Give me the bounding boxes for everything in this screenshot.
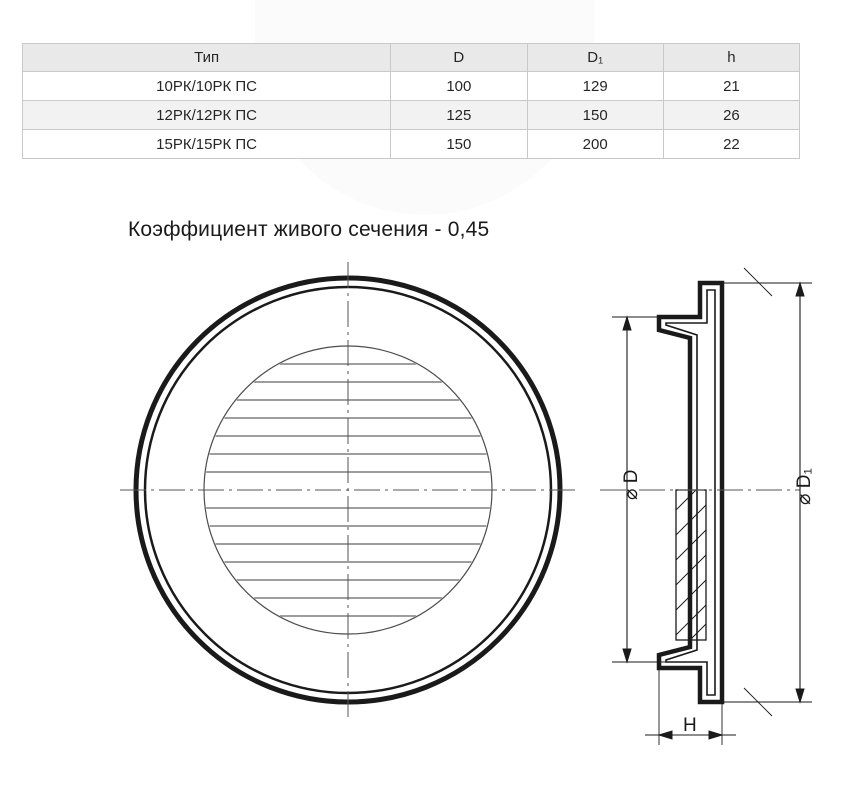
column-header-d1: D₁ (527, 44, 663, 72)
table-row (23, 101, 800, 130)
specification-table (22, 43, 800, 159)
front-view-group (120, 262, 576, 718)
arrow-d1-bottom (796, 689, 804, 702)
table-header (23, 44, 800, 72)
cell-h: 26 (663, 101, 799, 130)
table-row (23, 130, 800, 159)
open-section-coefficient-title: Коэффициент живого сечения - 0,45 (128, 218, 490, 241)
leader-d1-top (744, 268, 772, 296)
arrow-d-bottom (623, 649, 631, 662)
label-height-h: H (683, 715, 697, 736)
arrow-h-right (709, 731, 722, 739)
label-diameter-d: ⌀ D (621, 469, 642, 500)
table-body (23, 72, 800, 159)
cell-type: 10РК/10РК ПС (23, 72, 391, 101)
arrow-d-top (623, 317, 631, 330)
cell-d1: 150 (527, 101, 663, 130)
cell-d: 150 (391, 130, 527, 159)
cell-d: 100 (391, 72, 527, 101)
dimension-lines-group (612, 268, 812, 745)
column-header-d: D (391, 44, 527, 72)
table-row (23, 72, 800, 101)
label-diameter-d1: ⌀ D₁ (794, 468, 815, 505)
column-header-type: Тип (23, 44, 391, 72)
table-header-row (23, 44, 800, 72)
cell-h: 21 (663, 72, 799, 101)
cell-d: 125 (391, 101, 527, 130)
arrow-h-left (659, 731, 672, 739)
cell-h: 22 (663, 130, 799, 159)
cell-type: 15РК/15РК ПС (23, 130, 391, 159)
cell-d1: 200 (527, 130, 663, 159)
cell-d1: 129 (527, 72, 663, 101)
arrow-d1-top (796, 283, 804, 296)
column-header-h: h (663, 44, 799, 72)
cell-type: 12РК/12РК ПС (23, 101, 391, 130)
